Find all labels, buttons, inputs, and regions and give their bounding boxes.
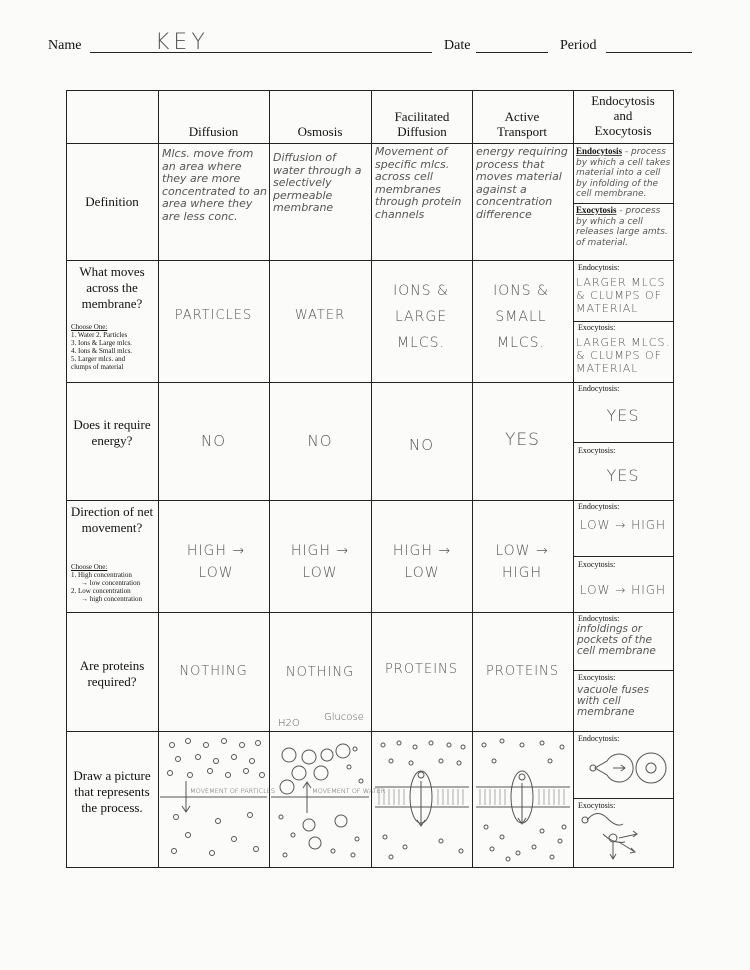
osmosis-drawing bbox=[269, 731, 371, 867]
col-header-facilitated: Facilitated Diffusion bbox=[394, 109, 450, 139]
endocytosis-drawing bbox=[573, 731, 673, 798]
grid-line bbox=[573, 203, 673, 204]
exo-label: Exocytosis: bbox=[578, 323, 616, 332]
name-label: Name bbox=[48, 38, 82, 53]
definition-active: energy requiring process that moves material against a concentration difference bbox=[476, 146, 568, 221]
choice: 1. Water 2. Particles bbox=[71, 331, 128, 339]
direction-endo: LOW → HIGH bbox=[579, 518, 667, 532]
what-moves-choices bbox=[71, 323, 157, 371]
col-header-osmosis: Osmosis bbox=[297, 124, 343, 139]
definition-exo bbox=[576, 205, 671, 259]
row-label-what-moves: What moves across the membrane? bbox=[79, 264, 145, 311]
endo-label: Endocytosis: bbox=[578, 734, 620, 743]
energy-facilitated: NO bbox=[408, 436, 435, 454]
proteins-active: PROTEINS bbox=[485, 664, 560, 679]
endo-label: Endocytosis: bbox=[578, 384, 620, 393]
energy-diffusion: NO bbox=[200, 432, 227, 450]
grid-line bbox=[573, 442, 673, 443]
grid-line bbox=[66, 90, 674, 91]
grid-line bbox=[66, 867, 674, 868]
definition-exo-text: - process by which a cell releases large amts. of material. bbox=[576, 206, 668, 248]
exo-label: Exocytosis: bbox=[578, 446, 616, 455]
col-header-diffusion: Diffusion bbox=[188, 124, 239, 139]
diffusion-note: MOVEMENT OF PARTICLES bbox=[190, 787, 275, 795]
period-line bbox=[606, 52, 692, 53]
grid-line bbox=[573, 321, 673, 322]
what-moves-exo: LARGER MLCS. & CLUMPS OF MATERIAL bbox=[576, 336, 670, 375]
grid-line bbox=[66, 612, 674, 613]
grid-line bbox=[66, 382, 674, 383]
row-label-picture: Draw a picture that represents the process. bbox=[73, 768, 151, 815]
energy-exo: YES bbox=[606, 466, 640, 485]
direction-exo: LOW → HIGH bbox=[579, 583, 667, 597]
definition-diffusion: Mlcs. move from an area where they are more concentrated to an area where they are less conc. bbox=[162, 148, 267, 223]
energy-osmosis: NO bbox=[307, 432, 333, 450]
definition-osmosis: Diffusion of water through a selectively permeable membrane bbox=[273, 152, 362, 214]
proteins-osmosis: NOTHING bbox=[285, 665, 355, 680]
definition-facilitated: Movement of specific mlcs. across cell membranes through protein channels bbox=[375, 146, 462, 221]
what-moves-facilitated: IONS & LARGE MLCS. bbox=[393, 283, 449, 351]
direction-facilitated: HIGH → LOW bbox=[392, 543, 452, 581]
definition-endo bbox=[576, 146, 671, 202]
facilitated-drawing bbox=[371, 731, 472, 867]
proteins-endo: infoldings or pockets of the cell membrane bbox=[577, 624, 656, 657]
period-label: Period bbox=[560, 38, 597, 53]
choice: 1. High concentration bbox=[71, 571, 132, 579]
endo-label: Endocytosis: bbox=[578, 502, 620, 511]
choice: 3. Ions & Large mlcs. bbox=[71, 339, 132, 347]
choose-one-title: Choose One: bbox=[71, 563, 108, 571]
direction-active: LOW → HIGH bbox=[495, 543, 549, 581]
row-label-definition: Definition bbox=[85, 194, 139, 209]
proteins-facilitated: PROTEINS bbox=[384, 662, 459, 677]
choice: → high concentration bbox=[81, 595, 143, 603]
osmosis-note: MOVEMENT OF WATER bbox=[312, 787, 386, 795]
exo-label: Exocytosis: bbox=[578, 673, 616, 682]
proteins-exo: vacuole fuses with cell membrane bbox=[577, 685, 649, 718]
what-moves-osmosis: WATER bbox=[294, 308, 346, 323]
direction-osmosis: HIGH → LOW bbox=[290, 543, 350, 581]
name-value: KEY bbox=[155, 30, 209, 55]
date-label: Date bbox=[444, 38, 471, 53]
grid-line bbox=[673, 90, 674, 868]
row-label-direction: Direction of net movement? bbox=[70, 504, 154, 535]
choice: clumps of material bbox=[71, 363, 124, 371]
date-line bbox=[476, 52, 548, 53]
endo-label: Endocytosis: bbox=[578, 614, 620, 623]
exo-label: Exocytosis: bbox=[578, 801, 616, 810]
active-drawing bbox=[472, 731, 573, 867]
choice: → low concentration bbox=[81, 579, 141, 587]
exocytosis-drawing bbox=[573, 798, 673, 867]
what-moves-diffusion: PARTICLES bbox=[174, 308, 253, 323]
worksheet-table bbox=[66, 90, 674, 868]
col-header-active: Active Transport bbox=[496, 109, 548, 139]
definition-endo-label: Endocytosis bbox=[576, 146, 623, 156]
direction-diffusion: HIGH → LOW bbox=[186, 543, 246, 581]
grid-line bbox=[66, 143, 674, 144]
col-header-endo-exo: Endocytosis and Exocytosis bbox=[591, 93, 655, 138]
grid-line bbox=[573, 556, 673, 557]
exo-label: Exocytosis: bbox=[578, 560, 616, 569]
row-label-energy: Does it require energy? bbox=[73, 417, 151, 448]
diffusion-drawing bbox=[158, 731, 269, 867]
osmosis-glucose: Glucose bbox=[324, 712, 364, 723]
choice: 4. Ions & Small mlcs. bbox=[71, 347, 133, 355]
choose-one-title: Choose One: bbox=[71, 323, 108, 331]
what-moves-active: IONS & SMALL MLCS. bbox=[493, 283, 549, 351]
energy-active: YES bbox=[505, 430, 540, 450]
name-line bbox=[90, 52, 432, 53]
direction-choices bbox=[71, 563, 157, 603]
endo-label: Endocytosis: bbox=[578, 263, 620, 272]
energy-endo: YES bbox=[606, 406, 640, 425]
choice: 2. Low concentration bbox=[71, 587, 131, 595]
what-moves-endo: LARGER MLCS & CLUMPS OF MATERIAL bbox=[576, 276, 666, 315]
grid-line bbox=[66, 500, 674, 501]
definition-endo-text: - process by which a cell takes material into a cell by infolding of the cell membrane. bbox=[576, 147, 671, 199]
grid-line bbox=[66, 260, 674, 261]
osmosis-h2o: H2O bbox=[278, 718, 300, 729]
definition-exo-label: Exocytosis bbox=[576, 205, 617, 215]
choice: 5. Larger mlcs. and bbox=[71, 355, 126, 363]
row-label-proteins: Are proteins required? bbox=[79, 658, 145, 689]
proteins-diffusion: NOTHING bbox=[179, 664, 248, 679]
grid-line bbox=[573, 670, 673, 671]
